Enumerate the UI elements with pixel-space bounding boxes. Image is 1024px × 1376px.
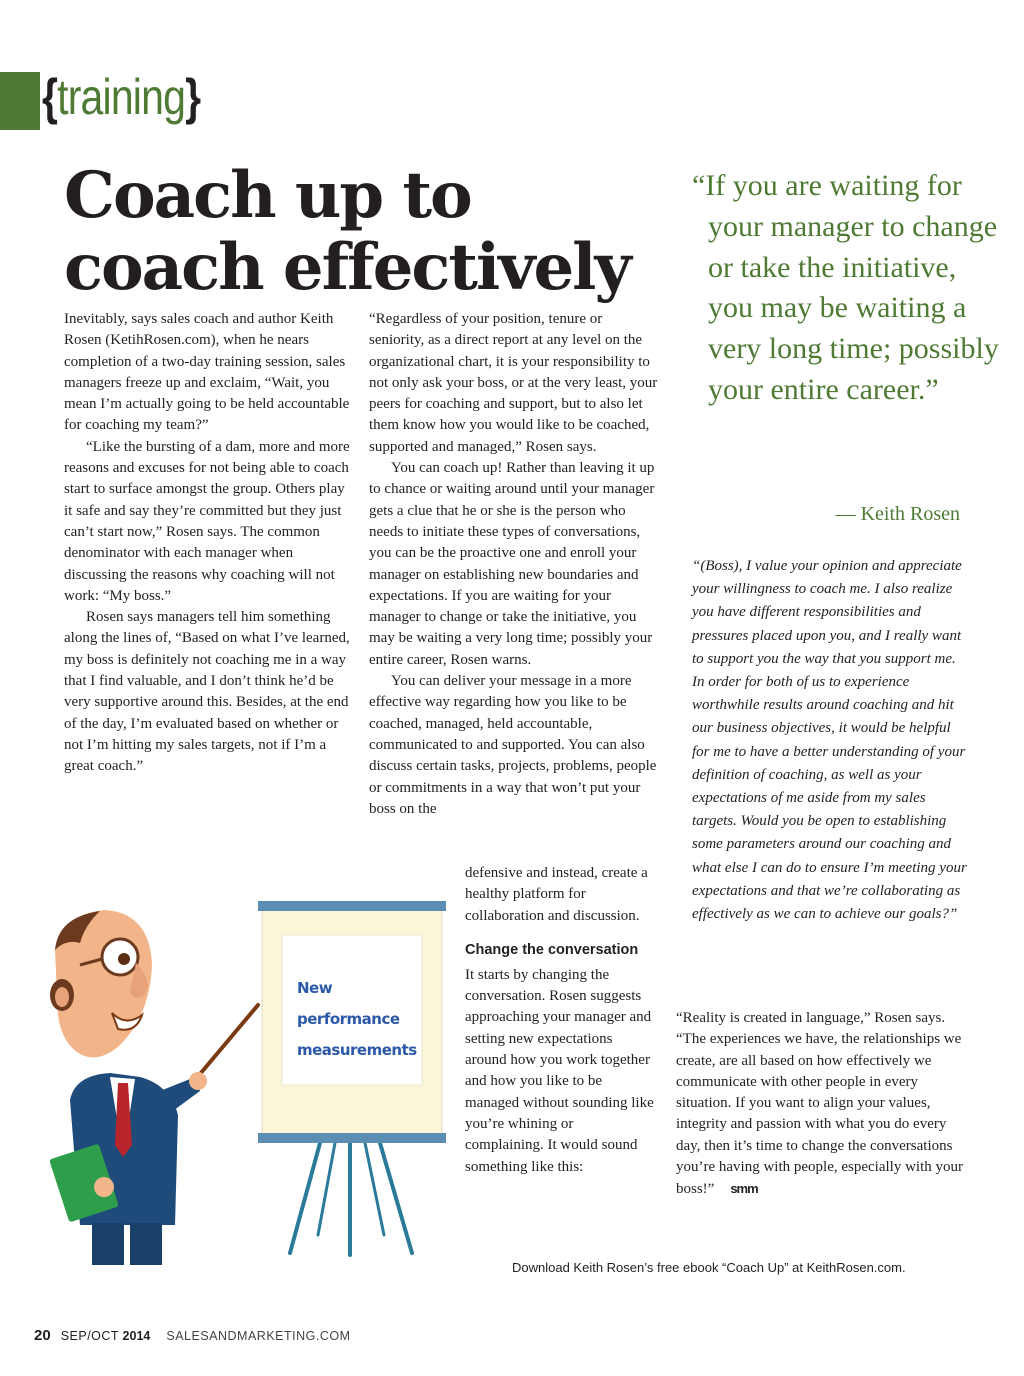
flipchart-text — [297, 973, 437, 1066]
coach-pointing-at-flipchart-illustration — [0, 895, 460, 1265]
page-footer — [34, 1326, 351, 1346]
col2-paragraph-3: You can deliver your message in a more effective way regarding how you like to be coached, managed, held accountable, communicated to and supported. You can also discuss certain tasks, projects, problems, people or commitments in a way that won’t put your boss on the — [369, 673, 657, 817]
brace-close: } — [185, 69, 201, 125]
article-headline — [64, 160, 684, 304]
magazine-site: SALESANDMARKETING.COM — [166, 1329, 351, 1343]
section-label-text: training — [57, 69, 186, 125]
pull-quote-attribution: — Keith Rosen — [835, 503, 960, 525]
page-number: 20 — [34, 1327, 51, 1344]
body-column-1 — [64, 309, 354, 778]
subhead-change-conversation: Change the conversation — [465, 941, 639, 958]
col2-paragraph-2: You can coach up! Rather than leaving it up to chance or waiting around until your manager gets a clue that he or she is the person who needs to initiate these types of conversations, you can be the proactive one and enroll your manager on establishing new boundaries and expectations. If you are waiting for your manager to change or take the initiative, you may be waiting a very long time; possibly your entire career, Rosen warns. — [369, 460, 655, 668]
download-note: Download Keith Rosen’s free ebook “Coach Up” at KeithRosen.com. — [512, 1260, 906, 1275]
col2-paragraph-3-continued: defensive and instead, create a healthy platform for collaboration and discussion. — [465, 865, 648, 924]
col2-paragraph-1: “Regardless of your position, tenure or seniority, as a direct report at any level on the organizational chart, it is your responsibility to not only ask your boss, or at the very least, your peers for coaching and support, but to also let them know how you would like to be coached, supported and managed,” Rosen says. — [369, 311, 658, 455]
brace-open: { — [42, 69, 58, 125]
pull-quote: “If you are waiting for your manager to change or take the initiative, you may be waiting a very long time; possibly your entire career.” — [692, 169, 999, 406]
issue-date: SEP/OCT — [60, 1329, 120, 1343]
headline-line-1: Coach up to — [64, 158, 471, 233]
flipchart-line-3: measurements — [297, 1041, 417, 1059]
script-example-quote: “(Boss), I value your opinion and appreciate your willingness to coach me. I also realize you have different responsibilities and pressures placed upon you, and I really want to support you the way that you support me. In order for both of us to experience worthwhile results around coaching and hit our business objectives, it would be helpful for me to have a better understanding of your definition of coaching, as well as your expectations of me aside from my sales targets. Would you be open to establishing some parameters around our coaching and what else I can do to ensure I’m meeting your expectations and that we’re collaborating as effectively as we can to achieve our goals?” — [692, 558, 967, 923]
col1-paragraph-2: “Like the bursting of a dam, more and more reasons and excuses for not being able to coach start to surface amongst the group. Others play it safe and say they’re committed but they just can’t start now,” Rosen says. The common denominator with each manager when discussing the reasons why coaching will not work: “My boss.” — [64, 438, 350, 604]
col3-paragraph: “Reality is created in language,” Rosen says. “The experiences we have, the relationships we create, are all based on how effectively we communicate with other people in every situation. If you want to align your values, integrity and passion with what you do every day, then it’s time to change the conversations you’re having with people, especially with your boss!” — [676, 1010, 964, 1198]
body-column-2 — [369, 309, 659, 820]
body-column-3 — [676, 1008, 966, 1201]
headline-line-2: coach effectively — [64, 230, 630, 305]
section-color-bar — [0, 72, 40, 130]
flipchart-line-1: New — [297, 979, 333, 997]
section-label — [42, 62, 200, 132]
col1-paragraph-3: Rosen says managers tell him something along the lines of, “Based on what I’ve learned, my boss is definitely not coaching me in a way that I find valuable, and I don’t think he’d be very supportive around this. Besides, at the end of the day, I’m evaluated based on whether or not I’m hitting my sales targets, not if I’m a great coach.” — [64, 609, 350, 775]
body-column-2-narrow — [465, 863, 655, 1178]
end-mark-logo: smm — [730, 1181, 758, 1197]
col2-paragraph-4: It starts by changing the conversation. Rosen suggests approaching your manager and setting new expectations around how you work together and how you like to be managed without sounding like you’re whining or complaining. It would sound something like this: — [465, 966, 654, 1175]
issue-year: 2014 — [122, 1329, 151, 1343]
flipchart-line-2: performance — [297, 1010, 400, 1028]
col1-paragraph-1: Inevitably, says sales coach and author Keith Rosen (KetihRosen.com), when he nears completion of a two-day training session, sales managers freeze up and exclaim, “Wait, you mean I’m actually going to be held accountable for coaching my team?” — [64, 311, 350, 434]
